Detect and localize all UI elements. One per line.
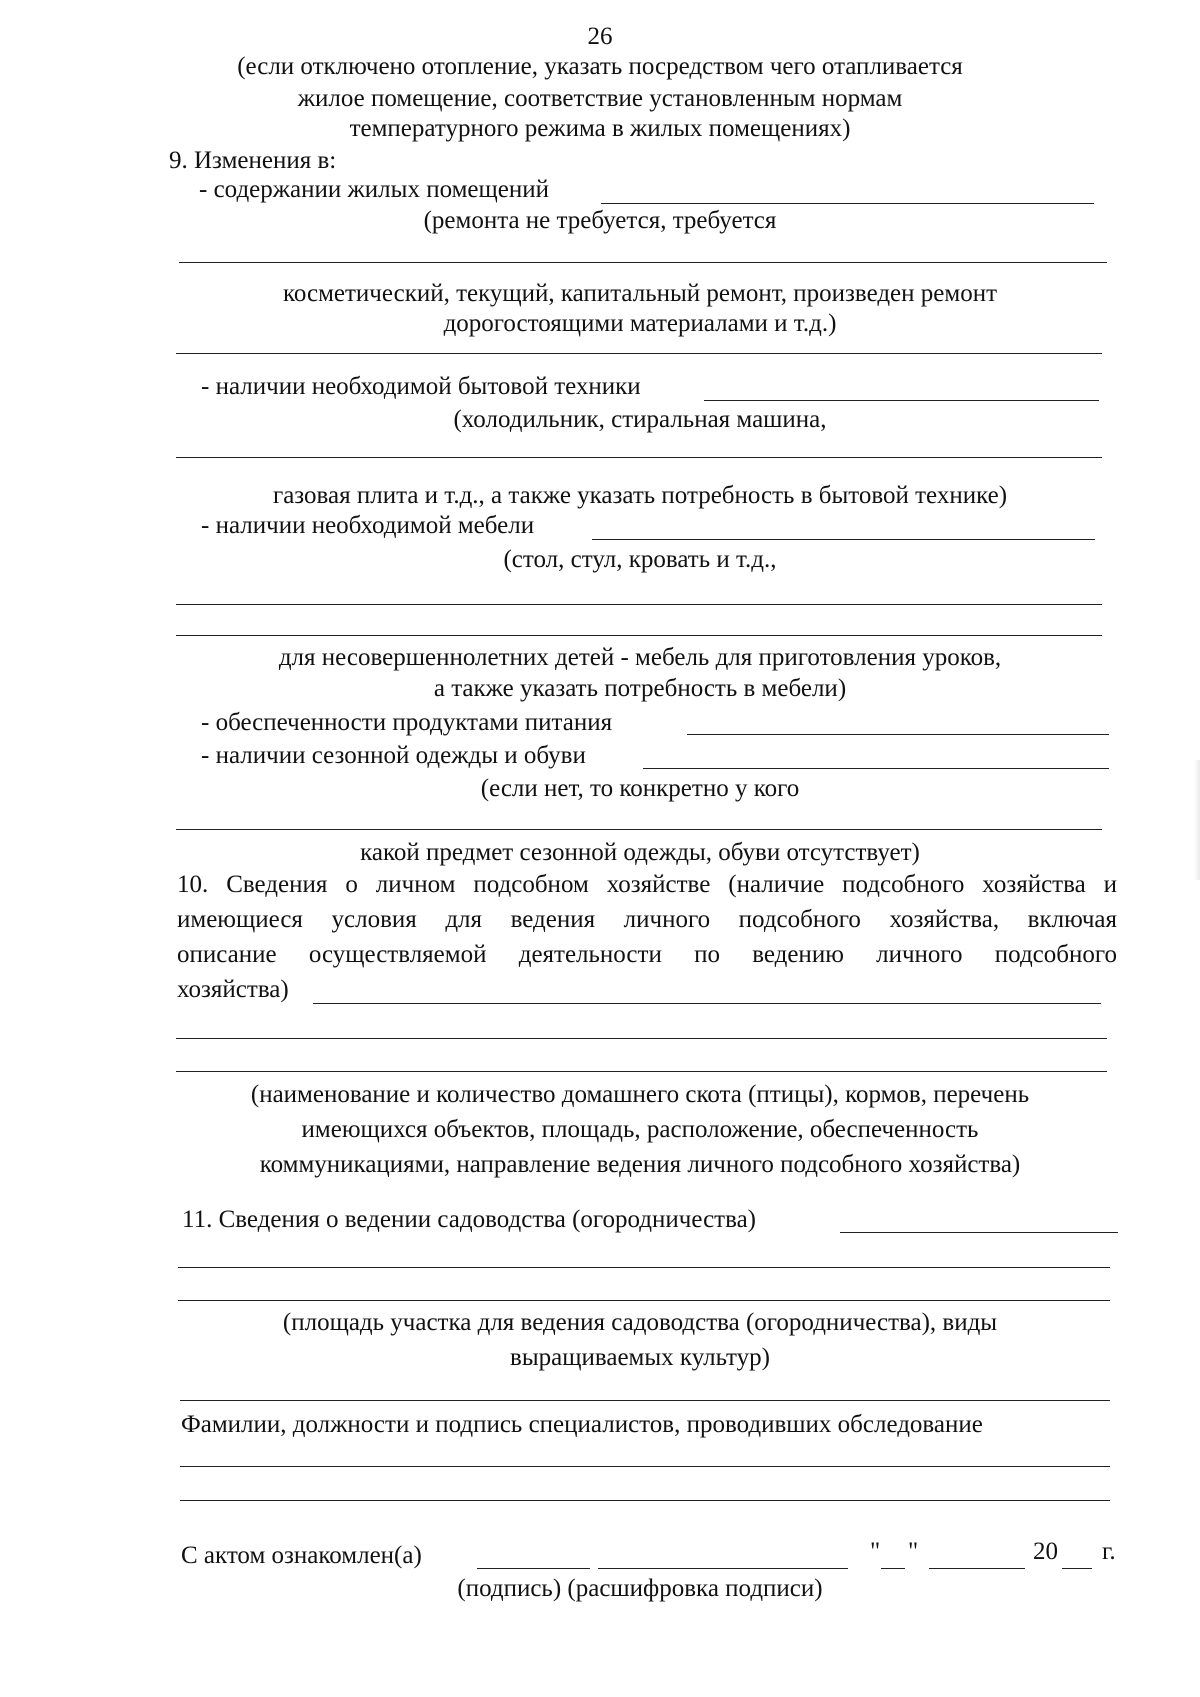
food-label: - обеспеченности продуктами питания xyxy=(201,709,613,736)
year-suffix: г. xyxy=(1102,1538,1116,1565)
section11-field[interactable] xyxy=(840,1232,1118,1233)
section9-heading: 9. Изменения в: xyxy=(169,147,337,174)
furniture-field-line[interactable] xyxy=(176,635,1102,636)
furniture-hint: для несовершеннолетних детей - мебель для приготовления уроков, xyxy=(278,644,1002,671)
section10-field-line[interactable] xyxy=(176,1071,1107,1072)
appliances-hint: (холодильник, стиральная машина, xyxy=(453,406,827,433)
section10-field[interactable] xyxy=(313,1003,1101,1004)
section10-text-line: хозяйства) xyxy=(177,976,289,1003)
clothing-hint: какой предмет сезонной одежды, обуви отсутствует) xyxy=(360,839,920,866)
appliances-hint: газовая плита и т.д., а также указать потребность в бытовой технике) xyxy=(272,482,1008,509)
section11-hint: выращиваемых культур) xyxy=(510,1344,770,1371)
appliances-field[interactable] xyxy=(704,400,1099,401)
section10-hint: (наименование и количество домашнего скота (птицы), кормов, перечень xyxy=(250,1081,1030,1108)
housing-hint: косметический, текущий, капитальный ремонт, произведен ремонт xyxy=(282,280,997,307)
section11-hint: (площадь участка для ведения садоводства (огородничества), виды xyxy=(282,1309,998,1336)
furniture-field[interactable] xyxy=(592,539,1095,540)
heating-note-line: температурного режима в жилых помещениях) xyxy=(349,115,851,142)
food-field[interactable] xyxy=(687,734,1109,735)
signature-field[interactable] xyxy=(477,1568,590,1569)
clothing-field-line[interactable] xyxy=(176,829,1102,830)
acknowledgement-caption: (подпись) (расшифровка подписи) xyxy=(457,1575,823,1602)
appliances-label: - наличии необходимой бытовой техники xyxy=(201,373,641,400)
clothing-field[interactable] xyxy=(643,768,1109,769)
section10-hint: имеющихся объектов, площадь, расположение, обеспеченность xyxy=(301,1116,979,1143)
signature-transcript-field[interactable] xyxy=(598,1568,848,1569)
section10-text-line: имеющиеся условия для ведения личного подсобного хозяйства, включая xyxy=(177,906,1117,933)
year-field[interactable] xyxy=(1062,1568,1092,1569)
housing-hint: дорогостоящими материалами и т.д.) xyxy=(443,310,837,337)
furniture-label: - наличии необходимой мебели xyxy=(201,512,535,539)
furniture-field-line[interactable] xyxy=(176,604,1102,605)
page-number: 26 xyxy=(587,23,613,50)
specialists-field-line[interactable] xyxy=(180,1466,1110,1467)
housing-hint: (ремонта не требуется, требуется xyxy=(423,207,777,234)
housing-field[interactable] xyxy=(601,203,1094,204)
housing-field-line[interactable] xyxy=(179,262,1107,263)
quote-close: " xyxy=(908,1538,919,1565)
section11-field-line[interactable] xyxy=(178,1267,1110,1268)
quote-open: " xyxy=(870,1538,881,1565)
month-field[interactable] xyxy=(929,1568,1025,1569)
acknowledgement-label: С актом ознакомлен(а) xyxy=(181,1542,422,1569)
appliances-field-line[interactable] xyxy=(176,457,1102,458)
specialists-label: Фамилии, должности и подпись специалистов, проводивших обследование xyxy=(181,1411,983,1438)
section10-field-line[interactable] xyxy=(176,1038,1107,1039)
specialists-field-line[interactable] xyxy=(180,1400,1110,1401)
heating-note-line: (если отключено отопление, указать посредством чего отапливается xyxy=(237,53,963,80)
scan-edge-shadow xyxy=(1194,760,1200,880)
year-prefix: 20 xyxy=(1033,1538,1058,1565)
section11-text: 11. Сведения о ведении садоводства (огородничества) xyxy=(182,1206,756,1233)
clothing-label: - наличии сезонной одежды и обуви xyxy=(201,742,586,769)
section10-text-line: 10. Сведения о личном подсобном хозяйстве (наличие подсобного хозяйства и xyxy=(177,871,1117,898)
clothing-hint: (если нет, то конкретно у кого xyxy=(480,775,800,802)
section10-text-line: описание осуществляемой деятельности по ведению личного подсобного xyxy=(177,941,1117,968)
section10-hint: коммуникациями, направление ведения личного подсобного хозяйства) xyxy=(259,1151,1021,1178)
section11-field-line[interactable] xyxy=(178,1300,1110,1301)
furniture-hint: а также указать потребность в мебели) xyxy=(433,675,847,702)
furniture-hint: (стол, стул, кровать и т.д., xyxy=(503,546,777,573)
housing-label: - содержании жилых помещений xyxy=(199,176,549,203)
specialists-field-line[interactable] xyxy=(180,1500,1110,1501)
heating-note-line: жилое помещение, соответствие установленным нормам xyxy=(297,85,903,112)
day-field[interactable] xyxy=(881,1568,905,1569)
housing-field-line[interactable] xyxy=(176,353,1102,354)
